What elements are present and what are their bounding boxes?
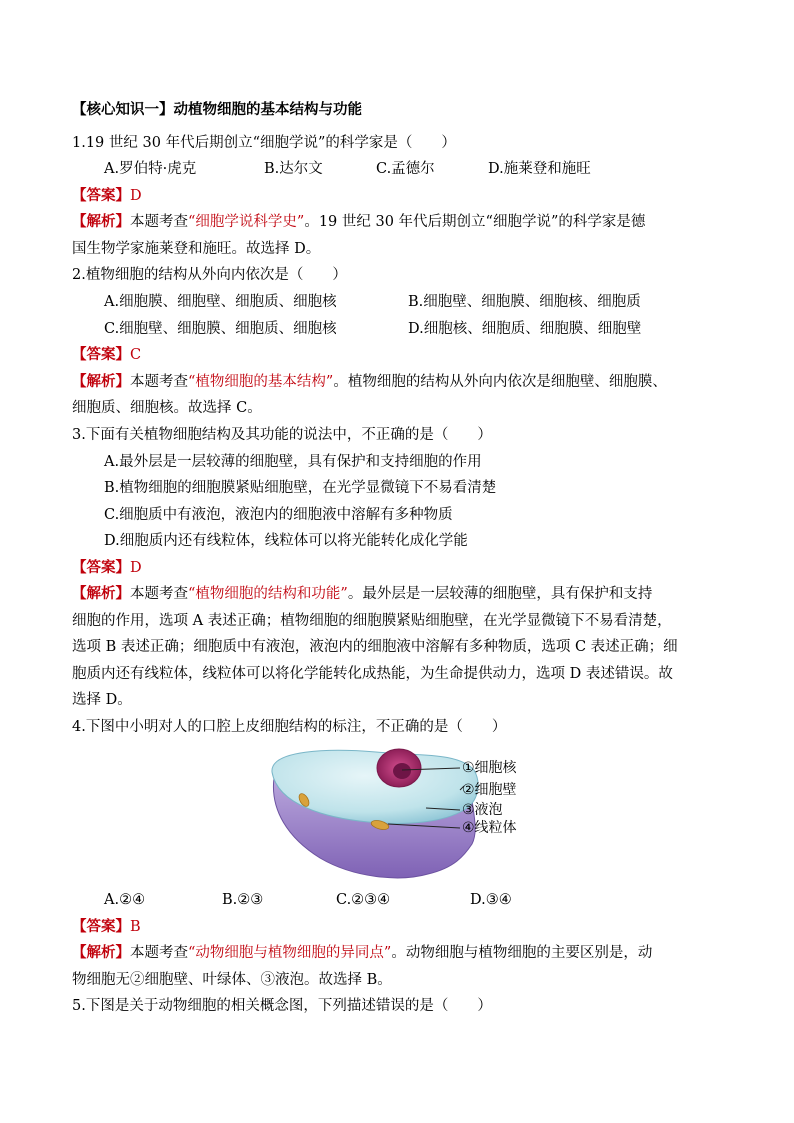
q3-option-b: B.植物细胞的细胞膜紧贴细胞壁，在光学显微镜下不易看清楚: [104, 480, 497, 496]
q3-analysis-post: 。最外层是一层较薄的细胞壁，具有保护和支持: [347, 586, 653, 602]
q4-stem: 4.下图中小明对人的口腔上皮细胞结构的标注，不正确的是（ ）: [72, 719, 507, 735]
q2-options-row1: [104, 292, 641, 312]
q1-option-a: A.罗伯特·虎克: [104, 161, 197, 177]
q3-option-a: A.最外层是一层较薄的细胞壁，具有保护和支持细胞的作用: [104, 454, 482, 470]
q3-analysis-line3: 选项 B 表述正确；细胞质中有液泡，液泡内的细胞液中溶解有多种物质，选项 C 表述正确；细: [72, 639, 678, 655]
cheek-cell-diagram: [268, 740, 538, 882]
answer-tag: 【答案】: [72, 918, 130, 935]
q4-answer: [72, 917, 141, 937]
q4-analysis-topic: “动物细胞与植物细胞的异同点”: [188, 945, 392, 961]
q3-option-c: C.细胞质中有液泡，液泡内的细胞液中溶解有多种物质: [104, 507, 453, 523]
q2-analysis-topic: “植物细胞的基本结构”: [188, 374, 334, 390]
q4-analysis-line1: [72, 943, 652, 963]
q3-analysis-pre: 本题考查: [130, 586, 188, 602]
q1-answer: [72, 186, 142, 206]
label-nucleus: ①细胞核: [462, 760, 517, 776]
q2-answer-value: C: [130, 347, 142, 363]
q1-option-b: B.达尔文: [264, 161, 323, 177]
q3-stem: 3.下面有关植物细胞结构及其功能的说法中，不正确的是（ ）: [72, 427, 492, 443]
q2-option-b: B.细胞壁、细胞膜、细胞核、细胞质: [408, 294, 641, 310]
q1-options: [104, 159, 591, 179]
q2-analysis-pre: 本题考查: [130, 374, 188, 390]
q1-analysis-post: 。19 世纪 30 年代后期创立“细胞学说”的科学家是德: [304, 214, 646, 230]
q1-analysis-line1: [72, 212, 645, 232]
q4-option-c: C.②③④: [336, 892, 391, 908]
q3-analysis-line1: [72, 584, 652, 604]
q2-option-d: D.细胞核、细胞质、细胞膜、细胞壁: [408, 321, 642, 337]
q1-answer-value: D: [130, 188, 142, 204]
answer-tag: 【答案】: [72, 559, 130, 576]
answer-tag: 【答案】: [72, 187, 130, 204]
q4-answer-value: B: [130, 919, 141, 935]
q4-analysis-line2: 物细胞无②细胞壁、叶绿体、③液泡。故选择 B。: [72, 972, 392, 988]
label-mitochondrion: ④线粒体: [462, 820, 517, 836]
q3-analysis-topic: “植物细胞的结构和功能”: [188, 586, 348, 602]
analysis-tag: 【解析】: [72, 944, 130, 961]
q2-analysis-post: 。植物细胞的结构从外向内依次是细胞壁、细胞膜、: [333, 374, 667, 390]
q3-answer-value: D: [130, 560, 142, 576]
q3-analysis-line5: 选择 D。: [72, 692, 132, 708]
q3-option-d: D.细胞质内还有线粒体，线粒体可以将光能转化成化学能: [104, 533, 468, 549]
q1-option-c: C.孟德尔: [376, 161, 435, 177]
q2-options-row2: [104, 319, 641, 339]
section-title: 【核心知识一】动植物细胞的基本结构与功能: [72, 101, 362, 118]
q4-options: [104, 890, 512, 910]
q1-stem: 1.19 世纪 30 年代后期创立“细胞学说”的科学家是（ ）: [72, 135, 456, 151]
q2-stem: 2.植物细胞的结构从外向内依次是（ ）: [72, 267, 347, 283]
label-cell-wall: ②细胞壁: [462, 782, 517, 798]
analysis-tag: 【解析】: [72, 213, 130, 230]
q3-analysis-line4: 胞质内还有线粒体，线粒体可以将化学能转化成热能，为生命提供动力，选项 D 表述错误。故: [72, 666, 673, 682]
analysis-tag: 【解析】: [72, 373, 130, 390]
answer-tag: 【答案】: [72, 346, 130, 363]
q3-answer: [72, 558, 142, 578]
q4-analysis-post: 。动物细胞与植物细胞的主要区别是，动: [391, 945, 653, 961]
q4-option-a: A.②④: [104, 892, 146, 908]
q4-option-d: D.③④: [470, 892, 512, 908]
q1-analysis-pre: 本题考查: [130, 214, 188, 230]
q2-answer: [72, 345, 141, 365]
nucleus-inner: [393, 763, 411, 779]
q4-analysis-pre: 本题考查: [130, 945, 188, 961]
q1-analysis-line2: 国生物学家施莱登和施旺。故选择 D。: [72, 241, 321, 257]
q1-option-d: D.施莱登和施旺: [488, 161, 591, 177]
q2-option-c: C.细胞壁、细胞膜、细胞质、细胞核: [104, 321, 337, 337]
label-vacuole: ③液泡: [462, 802, 503, 818]
q3-analysis-line2: 细胞的作用，选项 A 表述正确；植物细胞的细胞膜紧贴细胞壁，在光学显微镜下不易看清楚，: [72, 613, 672, 629]
q2-analysis-line2: 细胞质、细胞核。故选择 C。: [72, 400, 262, 416]
q4-option-b: B.②③: [222, 892, 264, 908]
analysis-tag: 【解析】: [72, 585, 130, 602]
q2-analysis-line1: [72, 372, 667, 392]
q5-stem: 5.下图是关于动物细胞的相关概念图，下列描述错误的是（ ）: [72, 998, 492, 1014]
q1-analysis-topic: “细胞学说科学史”: [188, 214, 305, 230]
q2-option-a: A.细胞膜、细胞壁、细胞质、细胞核: [104, 294, 337, 310]
